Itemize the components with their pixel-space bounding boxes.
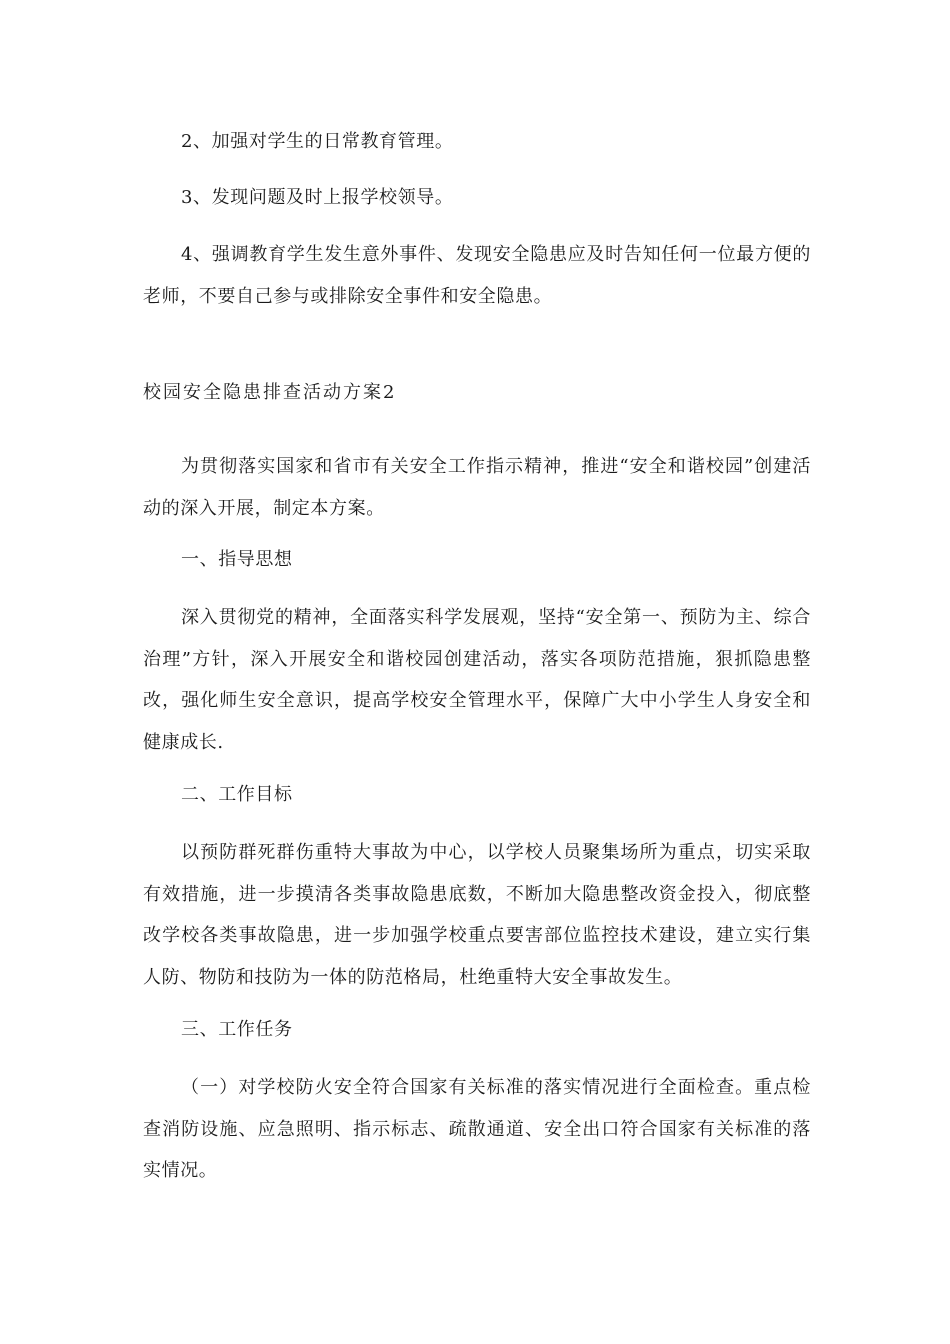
paragraph-work-tasks: （一）对学校防火安全符合国家有关标准的落实情况进行全面检查。重点检查消防设施、应急照明、指示标志、疏散通道、安全出口符合国家有关标准的落实情况。: [143, 1077, 811, 1181]
list-item-2: 2、加强对学生的日常教育管理。: [181, 131, 454, 152]
heading-work-goals: 二、工作目标: [181, 784, 293, 805]
heading-guiding-thought: 一、指导思想: [181, 549, 293, 570]
heading-work-tasks: 三、工作任务: [181, 1019, 293, 1040]
list-item-3: 3、发现问题及时上报学校领导。: [181, 187, 454, 208]
paragraph-guiding-thought: 深入贯彻党的精神，全面落实科学发展观，坚持“安全第一、预防为主、综合治理”方针，深入开展安全和谐校园创建活动，落实各项防范措施，狠抓隐患整改，强化师生安全意识，提高学校安全管理水平，保障广大中小学生人身安全和健康成长.: [143, 607, 811, 753]
paragraph-work-goals: 以预防群死群伤重特大事故为中心，以学校人员聚集场所为重点，切实采取有效措施，进一步摸清各类事故隐患底数，不断加大隐患整改资金投入，彻底整改学校各类事故隐患，进一步加强学校重点要害部位监控技术建设，建立实行集人防、物防和技防为一体的防范格局，杜绝重特大安全事故发生。: [143, 842, 811, 988]
intro-paragraph: 为贯彻落实国家和省市有关安全工作指示精神，推进“安全和谐校园”创建活动的深入开展，制定本方案。: [143, 456, 811, 519]
list-item-4: 4、强调教育学生发生意外事件、发现安全隐患应及时告知任何一位最方便的老师，不要自己参与或排除安全事件和安全隐患。: [143, 244, 811, 307]
section-title: 校园安全隐患排查活动方案2: [143, 382, 397, 403]
